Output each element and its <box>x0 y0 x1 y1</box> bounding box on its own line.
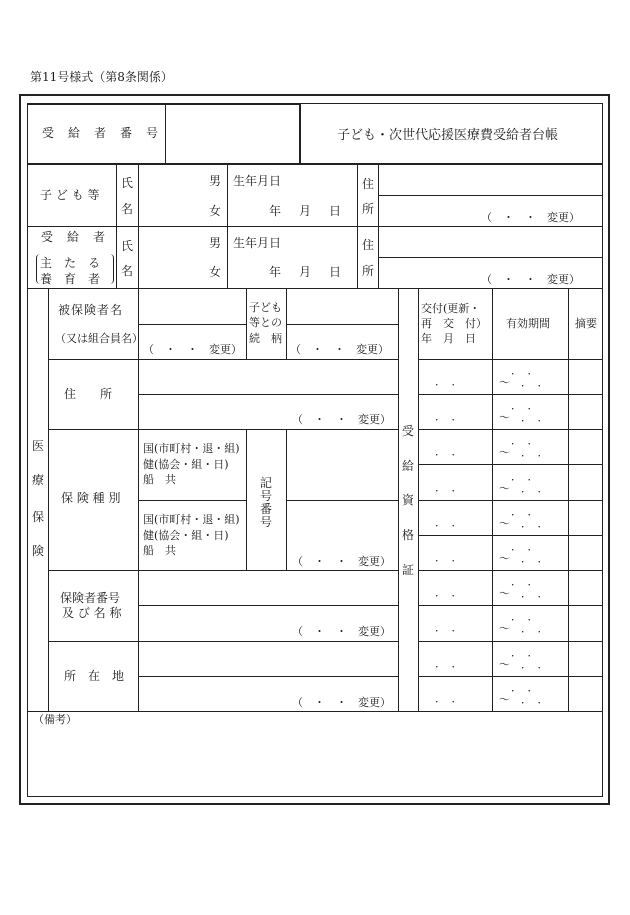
child-address-label-1: 住 <box>362 177 375 191</box>
notes-label: 摘要 <box>575 317 597 330</box>
insurance-section-label-1: 医 <box>31 439 44 453</box>
insured-address-label: 住 所 <box>64 387 113 401</box>
issue-date-cell[interactable]: ． ． <box>435 445 463 459</box>
insured-name-sub-label: （又は組合員名） <box>55 332 143 345</box>
guardian-male: 男 <box>209 236 222 250</box>
relation-change: （ ・ ・ 変更） <box>290 343 389 356</box>
certificate-label-1: 受 <box>401 424 414 438</box>
issue-date-cell[interactable]: ． ． <box>435 515 463 529</box>
issue-date-cell[interactable]: ． ． <box>435 656 463 670</box>
child-address-change: （ ・ ・ 変更） <box>481 211 580 224</box>
validity-end-cell[interactable]: 〜 ． ． <box>499 692 549 706</box>
issue-date-cell[interactable]: ． ． <box>435 410 463 424</box>
validity-end-cell[interactable]: 〜 ． ． <box>499 376 549 389</box>
child-male: 男 <box>209 174 222 188</box>
insurer-number-label-1: 保険者番号 <box>60 591 121 605</box>
guardian-address-change: （ ・ ・ 変更） <box>481 273 580 286</box>
guardian-address-label-2: 所 <box>362 264 375 278</box>
insurance-type-option-3b[interactable]: 船 共 <box>143 544 176 557</box>
child-name-label-1: 氏 <box>121 176 134 190</box>
location-label: 所 在 地 <box>64 669 125 683</box>
insurance-section-label-3: 保 <box>31 510 44 524</box>
certificate-label-4: 格 <box>401 528 414 542</box>
validity-start-cell[interactable]: ． ． <box>511 540 539 553</box>
validity-label: 有効期間 <box>506 317 550 330</box>
insurance-type-option-1b[interactable]: 国(市町村・退・組) <box>143 513 240 526</box>
certificate-label-5: 証 <box>401 563 414 577</box>
guardian-birth-label: 生年月日 <box>233 236 282 250</box>
relation-label-1: 子ども <box>249 301 282 314</box>
form-number: 第11号様式（第8条関係） <box>30 70 173 84</box>
validity-end-cell[interactable]: 〜 ． ． <box>499 481 549 495</box>
issue-date-cell[interactable]: ． ． <box>435 691 463 705</box>
guardian-name-label-2: 名 <box>121 264 134 278</box>
validity-end-cell[interactable]: 〜 ． ． <box>499 552 549 565</box>
symbol-number-label-1: 記 <box>259 476 272 490</box>
symbol-number-label-2: 号 <box>259 489 272 503</box>
validity-start-cell[interactable]: ． ． <box>511 680 539 694</box>
validity-end-cell[interactable]: 〜 ． ． <box>499 446 549 460</box>
child-address-label-2: 所 <box>362 202 375 216</box>
insurance-type-option-1[interactable]: 国(市町村・退・組) <box>143 442 240 455</box>
relation-label-3: 続 柄 <box>249 332 282 345</box>
validity-start-cell[interactable]: ． ． <box>511 399 539 413</box>
issue-date-cell[interactable]: ． ． <box>435 621 463 635</box>
insured-name-label: 被保険者名 <box>58 303 124 317</box>
guardian-female: 女 <box>209 265 222 279</box>
issue-date-cell[interactable]: ． ． <box>435 551 463 564</box>
guardian-label-1: 受 給 者 <box>41 230 107 244</box>
symbol-number-label-3: 番 <box>259 502 272 516</box>
insurance-section-label-4: 険 <box>31 544 44 558</box>
guardian-label-2a: 主 た る <box>40 256 101 270</box>
issue-date-cell[interactable]: ． ． <box>435 375 463 388</box>
validity-end-cell[interactable]: 〜 ． ． <box>499 411 549 425</box>
insured-address-change: （ ・ ・ 変更） <box>292 413 391 426</box>
relation-label-2: 等との <box>249 316 282 329</box>
issue-label-2: 再 交 付） <box>421 317 487 330</box>
validity-start-cell[interactable]: ． ． <box>511 504 539 518</box>
insurer-number-label-2: 及 び 名 称 <box>62 606 122 620</box>
guardian-birth-format: 年 月 日 <box>269 265 345 279</box>
issue-label-3: 年 月 日 <box>421 332 476 345</box>
page-title: 子ども・次世代応援医療費受給者台帳 <box>337 128 559 143</box>
child-name-label-2: 名 <box>121 202 134 216</box>
symbol-number-label-4: 号 <box>259 515 272 529</box>
symbol-number-change: （ ・ ・ 変更） <box>292 555 391 568</box>
insurer-number-change: （ ・ ・ 変更） <box>292 625 391 638</box>
validity-end-cell[interactable]: 〜 ． ． <box>499 622 549 636</box>
certificate-label-2: 給 <box>401 459 414 473</box>
validity-end-cell[interactable]: 〜 ． ． <box>499 516 549 530</box>
child-birth-label: 生年月日 <box>233 174 282 188</box>
guardian-address-label-1: 住 <box>362 238 375 252</box>
child-female: 女 <box>209 204 222 218</box>
validity-start-cell[interactable]: ． ． <box>511 575 539 589</box>
validity-start-cell[interactable]: ． ． <box>511 434 539 448</box>
recipient-number-label: 受 給 者 番 号 <box>42 126 160 140</box>
location-change: （ ・ ・ 変更） <box>292 696 391 709</box>
remarks-label: （備考） <box>33 713 77 726</box>
validity-end-cell[interactable]: 〜 ． ． <box>499 587 549 601</box>
validity-start-cell[interactable]: ． ． <box>511 469 539 483</box>
insurance-type-option-3[interactable]: 船 共 <box>143 473 176 486</box>
insurance-type-label: 保 険 種 別 <box>61 491 121 505</box>
issue-date-cell[interactable]: ． ． <box>435 586 463 600</box>
validity-start-cell[interactable]: ． ． <box>511 645 539 659</box>
issue-label-1: 交付(更新・ <box>421 302 481 315</box>
child-birth-format: 年 月 日 <box>269 204 345 218</box>
issue-date-cell[interactable]: ． ． <box>435 480 463 494</box>
insured-name-change: （ ・ ・ 変更） <box>143 343 242 356</box>
guardian-name-label-1: 氏 <box>121 239 134 253</box>
validity-start-cell[interactable]: ． ． <box>511 610 539 624</box>
insurance-type-option-2[interactable]: 健(協会・組・日) <box>143 458 229 471</box>
insurance-section-label-2: 療 <box>31 473 44 487</box>
child-label: 子 ど も 等 <box>40 188 100 202</box>
validity-end-cell[interactable]: 〜 ． ． <box>499 657 549 671</box>
validity-start-cell[interactable]: ． ． <box>511 364 539 377</box>
guardian-label-2b: 養 育 者 <box>40 272 101 286</box>
insurance-type-option-2b[interactable]: 健(協会・組・日) <box>143 529 229 542</box>
certificate-label-3: 資 <box>401 493 414 507</box>
